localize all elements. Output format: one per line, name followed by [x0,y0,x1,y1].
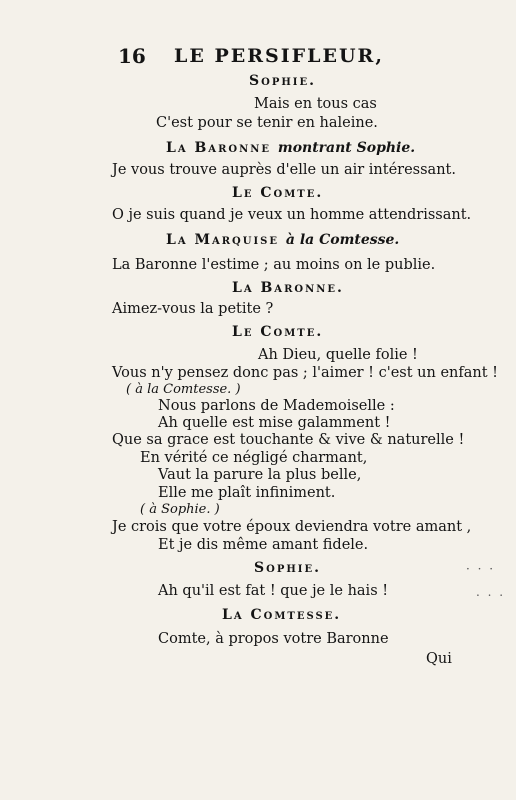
verse-line: Comte, à propos votre Baronne [158,631,389,647]
speaker-name: Sophie. [249,73,316,89]
page-header [118,44,418,70]
verse-line: Je crois que votre époux deviendra votre amant , [112,519,472,535]
speaker-name: La Comtesse. [222,607,342,623]
verse-line: En vérité ce négligé charmant, [140,450,368,466]
verse-line: Ah qu'il est fat ! que je le hais ! [158,583,389,599]
verse-line: C'est pour se tenir en haleine. [156,115,378,131]
stage-direction: ( à la Comtesse. ) [126,382,241,397]
bleed-through-mark: · · · [466,562,496,576]
speaker-name: Le Comte. [232,324,324,340]
verse-line: Et je dis même amant fidele. [158,537,369,553]
verse-line: Elle me plaît infiniment. [158,485,336,501]
verse-line: Aimez-vous la petite ? [112,301,274,317]
speaker-name: Sophie. [254,560,321,576]
verse-line: Vous n'y pensez donc pas ; l'aimer ! c'est un enfant ! [112,365,499,381]
verse-line: Vaut la parure la plus belle, [158,467,362,483]
verse-line: Je vous trouve auprès d'elle un air intéressant. [112,162,456,178]
verse-line: Ah quelle est mise galamment ! [158,415,391,431]
verse-line: O je suis quand je veux un homme attendrissant. [112,207,472,223]
speaker-name: La Marquise à la Comtesse. [166,232,400,248]
verse-line: Mais en tous cas [254,96,377,112]
verse-line: La Baronne l'estime ; au moins on le publie. [112,257,436,273]
page-number: 16 [118,44,146,68]
speaker-name: Le Comte. [232,185,324,201]
bleed-through-mark: . . . [476,585,506,599]
verse-line: Que sa grace est touchante & vive & naturelle ! [112,432,465,448]
verse-line: Ah Dieu, quelle folie ! [258,347,418,363]
running-title: LE PERSIFLEUR, [174,45,384,67]
stage-direction: à la Comtesse. [285,232,400,248]
stage-direction: ( à Sophie. ) [140,502,220,517]
stage-direction: montrant Sophie. [277,140,416,156]
catchword: Qui [426,651,452,667]
speaker-name: La Baronne montrant Sophie. [166,140,416,156]
verse-line: Nous parlons de Mademoiselle : [158,398,395,414]
speaker-name: La Baronne. [232,280,344,296]
